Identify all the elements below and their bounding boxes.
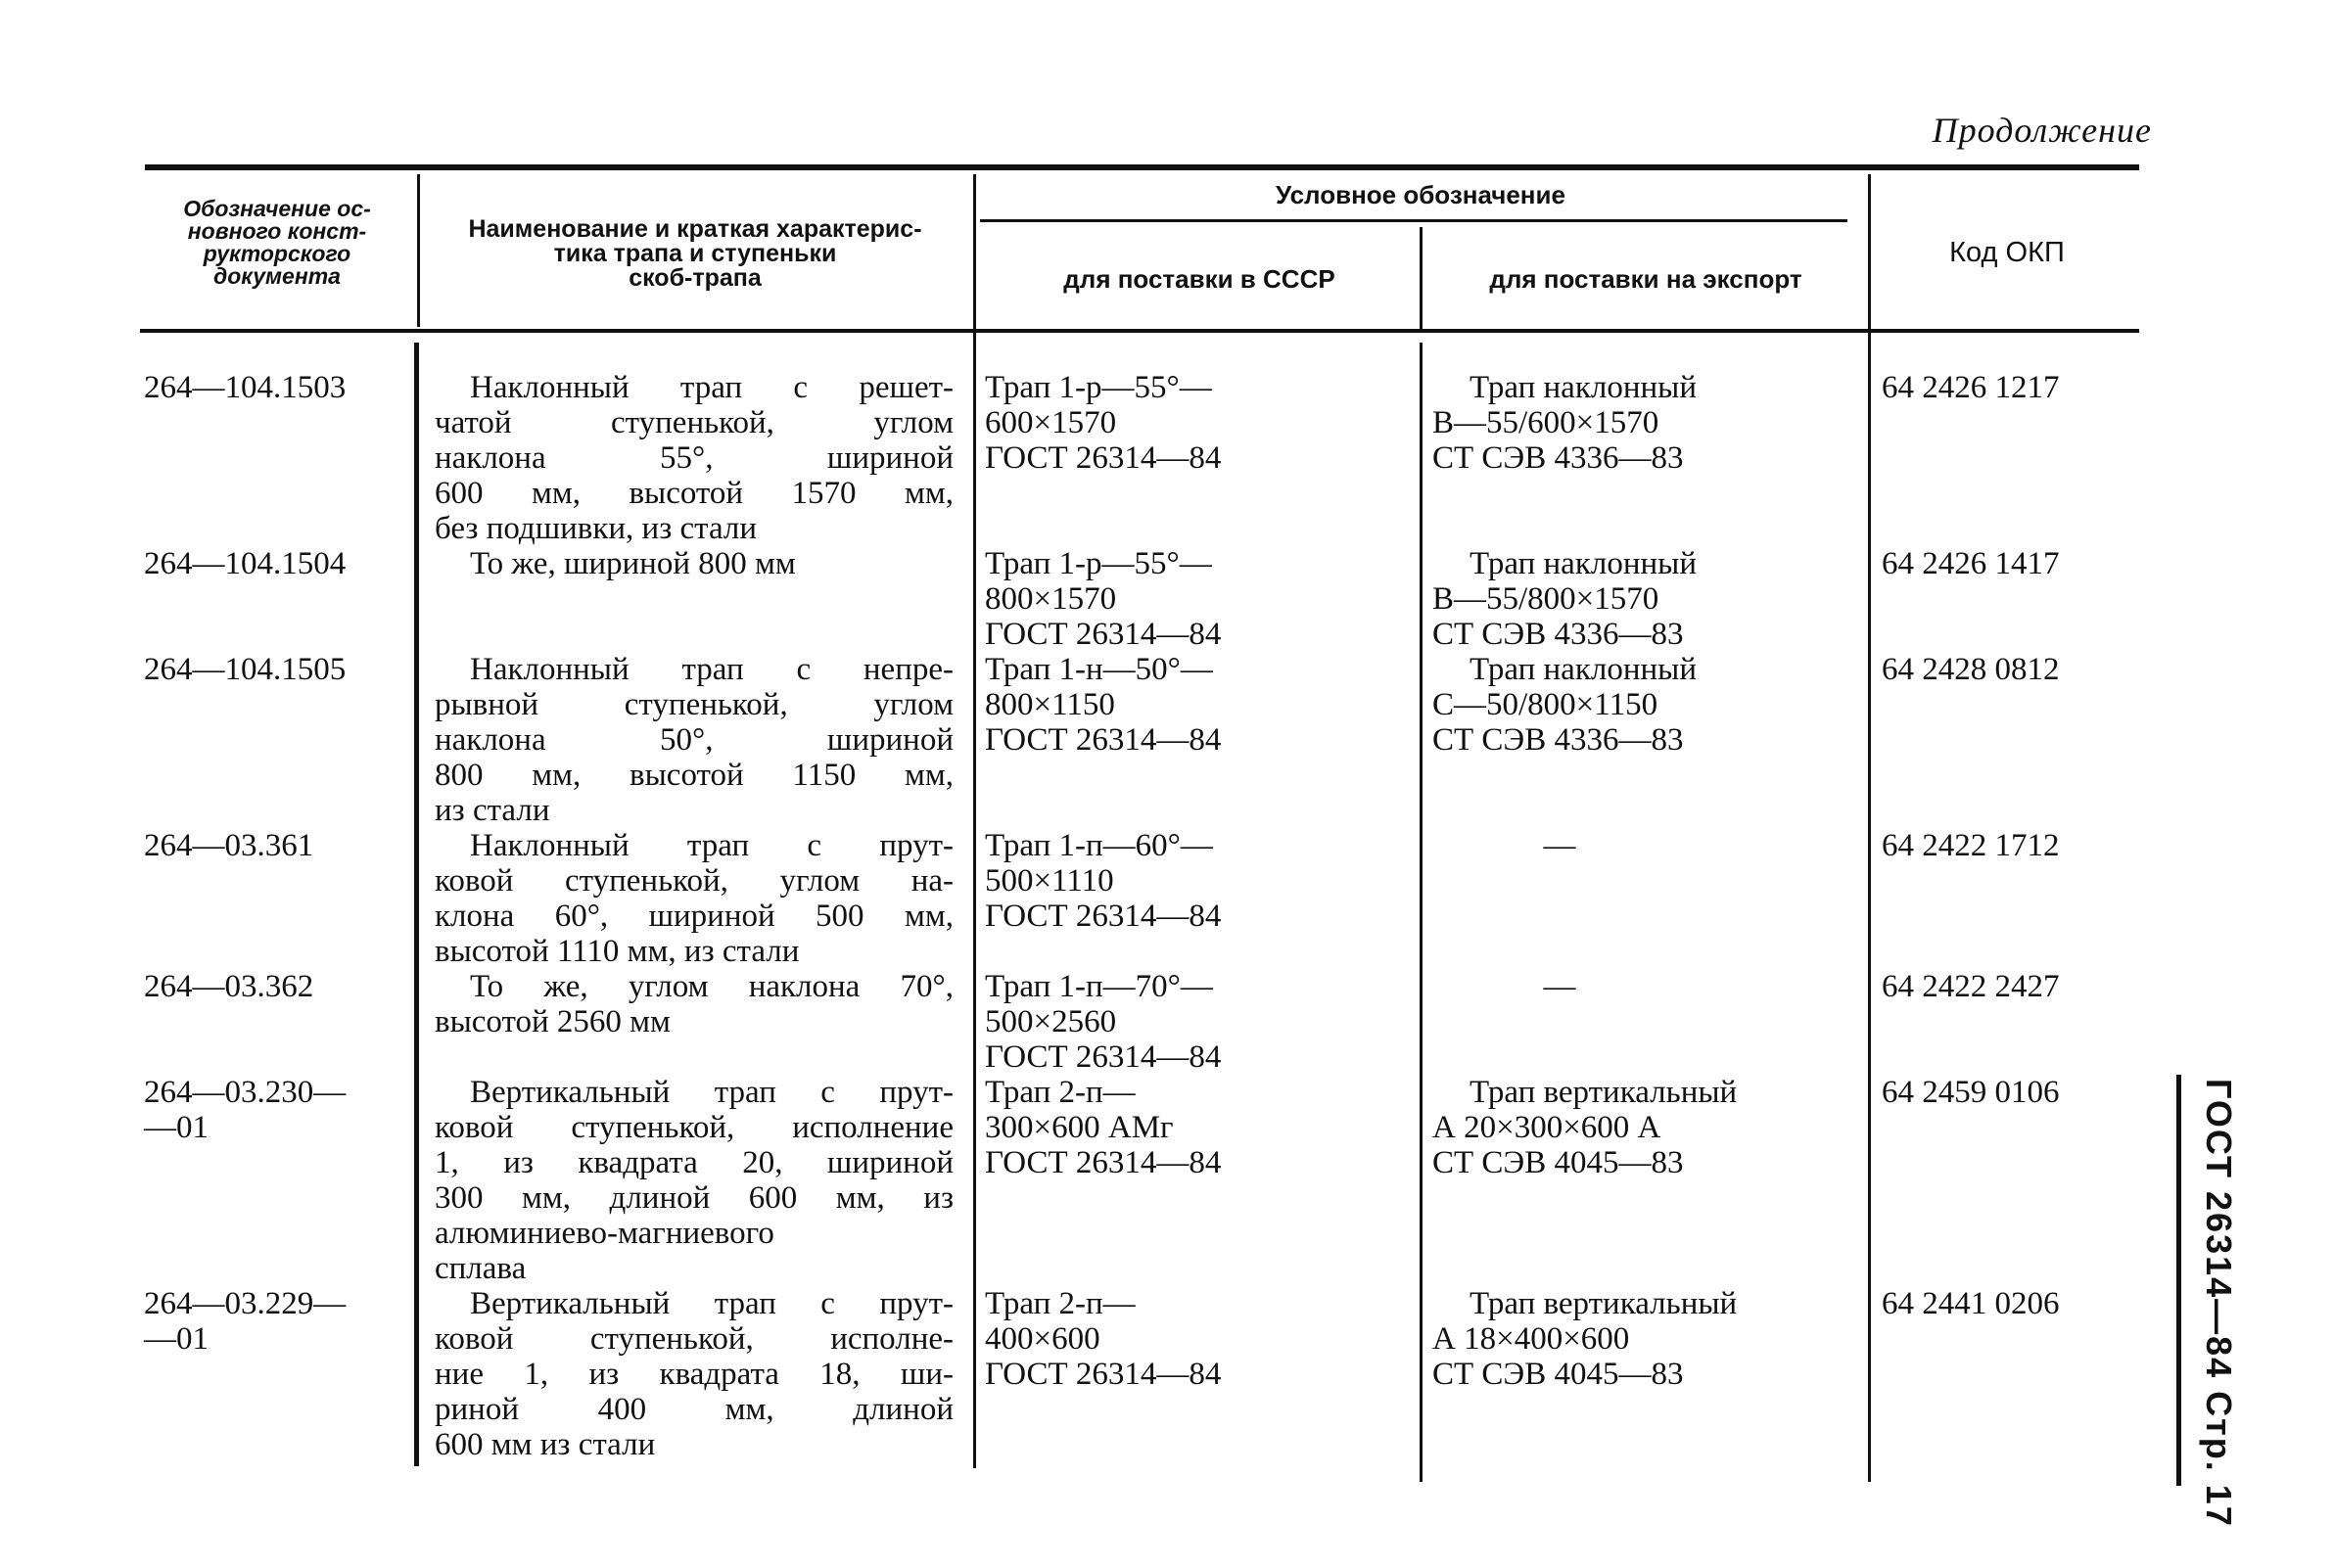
- cell-export-line: Трап вертикальный: [1470, 1286, 1738, 1321]
- cell-export-line: СТ СЭВ 4336—83: [1432, 722, 1684, 758]
- cell-export-line: —: [1543, 969, 1576, 1004]
- cell-ussr-line: ГОСТ 26314—84: [985, 617, 1222, 652]
- page-side-label: ГОСТ 26314—84 Стр. 17: [2199, 1079, 2239, 1528]
- cell-name-line: без подшивки, из стали: [435, 511, 758, 546]
- cell-name-line: высотой 2560 мм: [435, 1004, 671, 1039]
- cell-okp: 64 2426 1417: [1882, 546, 2060, 581]
- cell-name-line: То же, углом наклона 70°,: [470, 969, 954, 1004]
- cell-ussr-line: ГОСТ 26314—84: [985, 1357, 1222, 1392]
- cell-ussr-line: ГОСТ 26314—84: [985, 899, 1222, 934]
- cell-name-line: 600 мм, высотой 1570 мм,: [435, 476, 954, 511]
- cell-name-line: алюминиево-магниевого: [435, 1216, 774, 1251]
- cell-okp: 64 2422 2427: [1882, 969, 2060, 1004]
- cell-name-line: 1, из квадрата 20, шириной: [435, 1145, 954, 1180]
- cell-export-line: С—50/800×1150: [1432, 687, 1658, 722]
- cell-ussr-line: 400×600: [985, 1321, 1100, 1357]
- cell-name-line: ковой ступенькой, исполнение: [435, 1110, 954, 1145]
- cell-ussr-line: 800×1150: [985, 687, 1115, 722]
- cell-export: [1432, 546, 1863, 652]
- cell-okp: 64 2459 0106: [1882, 1075, 2060, 1110]
- continued-label: Продолжение: [1932, 111, 2152, 150]
- cell-name-line: высотой 1110 мм, из стали: [435, 934, 800, 969]
- cell-name-line: ковой ступенькой, углом на-: [435, 863, 954, 899]
- cell-ussr: [985, 828, 1416, 934]
- cell-doc: 264—03.361: [144, 828, 314, 863]
- header-doc: Обозначение ос- новного конст- рукторского документа: [183, 196, 371, 289]
- cell-export-line: СТ СЭВ 4336—83: [1432, 440, 1684, 476]
- cell-ussr-line: ГОСТ 26314—84: [985, 1039, 1222, 1075]
- side-rule: [2176, 1075, 2181, 1486]
- cell-name: [435, 370, 954, 546]
- cell-name: [435, 1286, 954, 1462]
- column-divider: [1868, 174, 1871, 1482]
- cell-export-line: СТ СЭВ 4336—83: [1432, 617, 1684, 652]
- cell-export-line: Трап наклонный: [1470, 546, 1697, 581]
- cell-export-line: А 20×300×600 А: [1432, 1110, 1661, 1145]
- cell-export-line: Трап наклонный: [1470, 370, 1697, 405]
- header-export: для поставки на экспорт: [1489, 264, 1802, 294]
- cell-ussr: [985, 1286, 1416, 1392]
- cell-name-line: чатой ступенькой, углом: [435, 405, 954, 440]
- cell-ussr: [985, 546, 1416, 652]
- cell-export-line: СТ СЭВ 4045—83: [1432, 1145, 1684, 1180]
- cell-ussr: [985, 969, 1416, 1075]
- cell-ussr-line: Трап 2-п—: [985, 1286, 1136, 1321]
- column-divider: [1420, 227, 1423, 329]
- cell-doc: 264—104.1505: [144, 652, 347, 687]
- cell-ussr-line: Трап 1-р—55°—: [985, 370, 1212, 405]
- header-okp: Код ОКП: [1949, 237, 2065, 268]
- cell-name-line: ние 1, из квадрата 18, ши-: [435, 1357, 954, 1392]
- column-divider: [414, 343, 419, 1466]
- cell-name-line: Вертикальный трап с прут-: [470, 1075, 954, 1110]
- cell-export: [1432, 828, 1863, 863]
- cell-doc: 264—03.230— —01: [144, 1075, 347, 1145]
- cell-export-line: —: [1543, 828, 1576, 863]
- column-divider: [973, 174, 976, 1468]
- cell-name: [435, 652, 954, 828]
- cell-ussr-line: ГОСТ 26314—84: [985, 1145, 1222, 1180]
- cell-name-line: из стали: [435, 793, 550, 828]
- cell-okp: 64 2428 0812: [1882, 652, 2060, 687]
- cell-export-line: А 18×400×600: [1432, 1321, 1630, 1357]
- cell-name: [435, 969, 954, 1039]
- cell-ussr-line: Трап 2-п—: [985, 1075, 1136, 1110]
- cell-name-line: рывной ступенькой, углом: [435, 687, 954, 722]
- column-divider: [417, 174, 420, 327]
- cell-doc: 264—03.362: [144, 969, 314, 1004]
- cell-name-line: клона 60°, шириной 500 мм,: [435, 899, 954, 934]
- cell-name: [435, 546, 954, 581]
- cell-name-line: То же, шириной 800 мм: [470, 546, 796, 581]
- cell-ussr-line: 500×1110: [985, 863, 1114, 899]
- cell-ussr-line: 600×1570: [985, 405, 1117, 440]
- cell-export: [1432, 969, 1863, 1004]
- header-conditional: Условное обозначение: [1276, 180, 1565, 209]
- cell-export: [1432, 652, 1863, 758]
- cell-okp: 64 2441 0206: [1882, 1286, 2060, 1321]
- cell-name-line: наклона 50°, шириной: [435, 722, 954, 758]
- cell-ussr-line: 300×600 АМг: [985, 1110, 1174, 1145]
- cell-export-line: Трап вертикальный: [1470, 1075, 1738, 1110]
- cell-ussr-line: 800×1570: [985, 581, 1117, 617]
- cell-doc: 264—03.229— —01: [144, 1286, 347, 1357]
- conditional-subheader-rule: [980, 219, 1847, 222]
- cell-name-line: Вертикальный трап с прут-: [470, 1286, 954, 1321]
- header-name: Наименование и краткая характерис- тика трапа и ступеньки скоб-трапа: [468, 215, 922, 292]
- cell-name-line: ковой ступенькой, исполне-: [435, 1321, 954, 1357]
- cell-name-line: риной 400 мм, длиной: [435, 1392, 954, 1427]
- cell-doc: 264—104.1503: [144, 370, 347, 405]
- cell-okp: 64 2426 1217: [1882, 370, 2060, 405]
- cell-name-line: 300 мм, длиной 600 мм, из: [435, 1180, 954, 1216]
- cell-export-line: В—55/800×1570: [1432, 581, 1659, 617]
- cell-name: [435, 828, 954, 969]
- cell-ussr: [985, 652, 1416, 758]
- cell-name-line: 800 мм, высотой 1150 мм,: [435, 758, 954, 793]
- cell-ussr: [985, 370, 1416, 476]
- cell-name-line: сплава: [435, 1251, 527, 1286]
- table-top-rule: [145, 164, 2139, 170]
- cell-doc: 264—104.1504: [144, 546, 347, 581]
- cell-name-line: наклона 55°, шириной: [435, 440, 954, 476]
- cell-ussr-line: Трап 1-п—60°—: [985, 828, 1213, 863]
- header-ussr: для поставки в СССР: [1063, 264, 1335, 294]
- cell-ussr-line: 500×2560: [985, 1004, 1117, 1039]
- cell-name: [435, 1075, 954, 1286]
- cell-export-line: Трап наклонный: [1470, 652, 1697, 687]
- cell-ussr-line: Трап 1-н—50°—: [985, 652, 1213, 687]
- cell-name-line: Наклонный трап с непре-: [470, 652, 954, 687]
- cell-name-line: Наклонный трап с решет-: [470, 370, 954, 405]
- cell-ussr: [985, 1075, 1416, 1180]
- table-header-rule: [140, 329, 2139, 333]
- cell-ussr-line: ГОСТ 26314—84: [985, 722, 1222, 758]
- cell-export-line: В—55/600×1570: [1432, 405, 1659, 440]
- cell-export: [1432, 1286, 1863, 1392]
- cell-export-line: СТ СЭВ 4045—83: [1432, 1357, 1684, 1392]
- column-divider: [1420, 343, 1423, 1482]
- cell-export: [1432, 370, 1863, 476]
- cell-ussr-line: Трап 1-п—70°—: [985, 969, 1213, 1004]
- cell-export: [1432, 1075, 1863, 1180]
- cell-ussr-line: Трап 1-р—55°—: [985, 546, 1212, 581]
- cell-name-line: Наклонный трап с прут-: [470, 828, 954, 863]
- cell-name-line: 600 мм из стали: [435, 1427, 656, 1462]
- cell-ussr-line: ГОСТ 26314—84: [985, 440, 1222, 476]
- cell-okp: 64 2422 1712: [1882, 828, 2060, 863]
